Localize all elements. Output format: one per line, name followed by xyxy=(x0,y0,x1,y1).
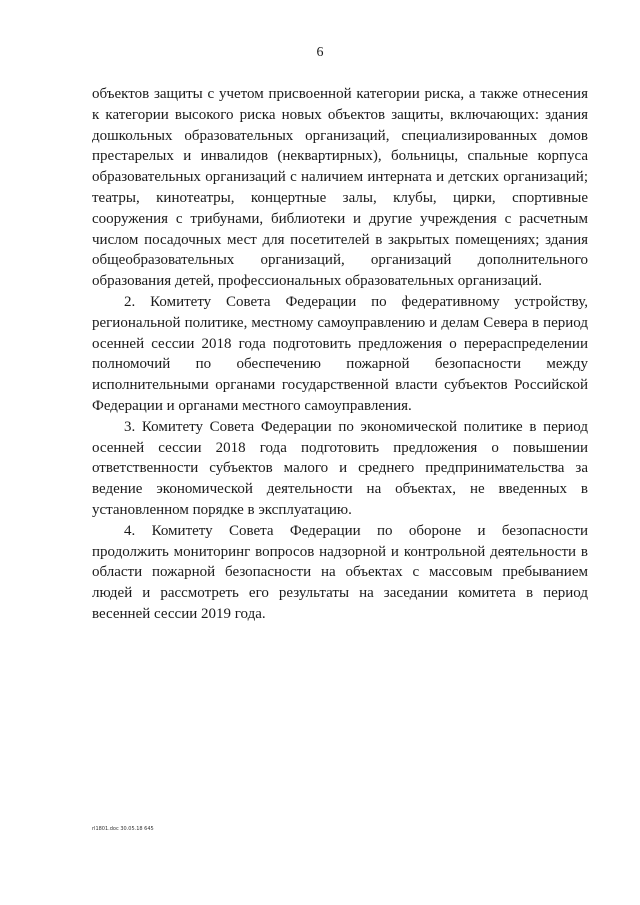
paragraph-item-2 xyxy=(92,292,588,417)
text-line: продолжить мониторинг вопросов надзорной и контрольной деятельности в xyxy=(92,543,588,560)
text-line: 3. Комитету Совета Федерации по экономической политике в период xyxy=(124,418,588,435)
text-line: ведение экономической деятельности на объектах, не введенных в xyxy=(92,481,588,498)
text-line: 4. Комитету Совета Федерации по обороне и безопасности xyxy=(124,522,588,539)
text-line: объектов защиты с учетом присвоенной категории риска, а также отнесения xyxy=(92,86,588,102)
text-line: престарелых и инвалидов (неквартирных), больницы, спальные корпуса xyxy=(92,148,588,165)
text-line: осенней сессии 2018 года подготовить предложения о перераспределении xyxy=(92,335,588,352)
text-line: области пожарной безопасности на объектах с массовым пребыванием xyxy=(92,564,588,581)
text-line: к категории высокого риска новых объектов защиты, включающих: здания xyxy=(92,106,588,123)
paragraph-item-4 xyxy=(92,521,588,625)
text-line: театры, кинотеатры, концертные залы, клубы, цирки, спортивные xyxy=(92,189,588,206)
text-line: числом посадочных мест для посетителей в закрытых помещениях; здания xyxy=(92,231,588,248)
text-line: исполнительными органами государственной власти субъектов Российской xyxy=(92,377,588,394)
text-line: ответственности субъектов малого и среднего предпринимательства за xyxy=(92,460,588,477)
text-line: сооружения с трибунами, библиотеки и другие учреждения с расчетным xyxy=(92,210,588,227)
text-line: полномочий по обеспечению пожарной безопасности между xyxy=(92,356,588,373)
paragraph-item-3 xyxy=(92,417,588,521)
document-body xyxy=(92,84,588,625)
paragraph-continuation xyxy=(92,84,588,292)
text-line: образовательных организаций с наличием интерната и детских организаций; xyxy=(92,169,588,186)
text-line: Федерации и органами местного самоуправления. xyxy=(92,397,412,414)
text-line: региональной политике, местному самоуправлению и делам Севера в период xyxy=(92,314,588,331)
text-line: весенней сессии 2019 года. xyxy=(92,605,266,622)
text-line: 2. Комитету Совета Федерации по федеративному устройству, xyxy=(124,293,588,310)
document-footer-code: rl1801.doc 30.05.18 645 xyxy=(92,826,154,832)
text-line: общеобразовательных организаций, организаций дополнительного xyxy=(92,252,588,269)
text-line: людей и рассмотреть его результаты на заседании комитета в период xyxy=(92,585,588,602)
page-number: 6 xyxy=(316,45,324,60)
text-line: установленном порядке в эксплуатацию. xyxy=(92,501,352,518)
text-line: образования детей, профессиональных образовательных организаций. xyxy=(92,273,542,290)
text-line: дошкольных образовательных организаций, специализированных домов xyxy=(92,127,588,144)
text-line: осенней сессии 2018 года подготовить предложения о повышении xyxy=(92,439,588,456)
